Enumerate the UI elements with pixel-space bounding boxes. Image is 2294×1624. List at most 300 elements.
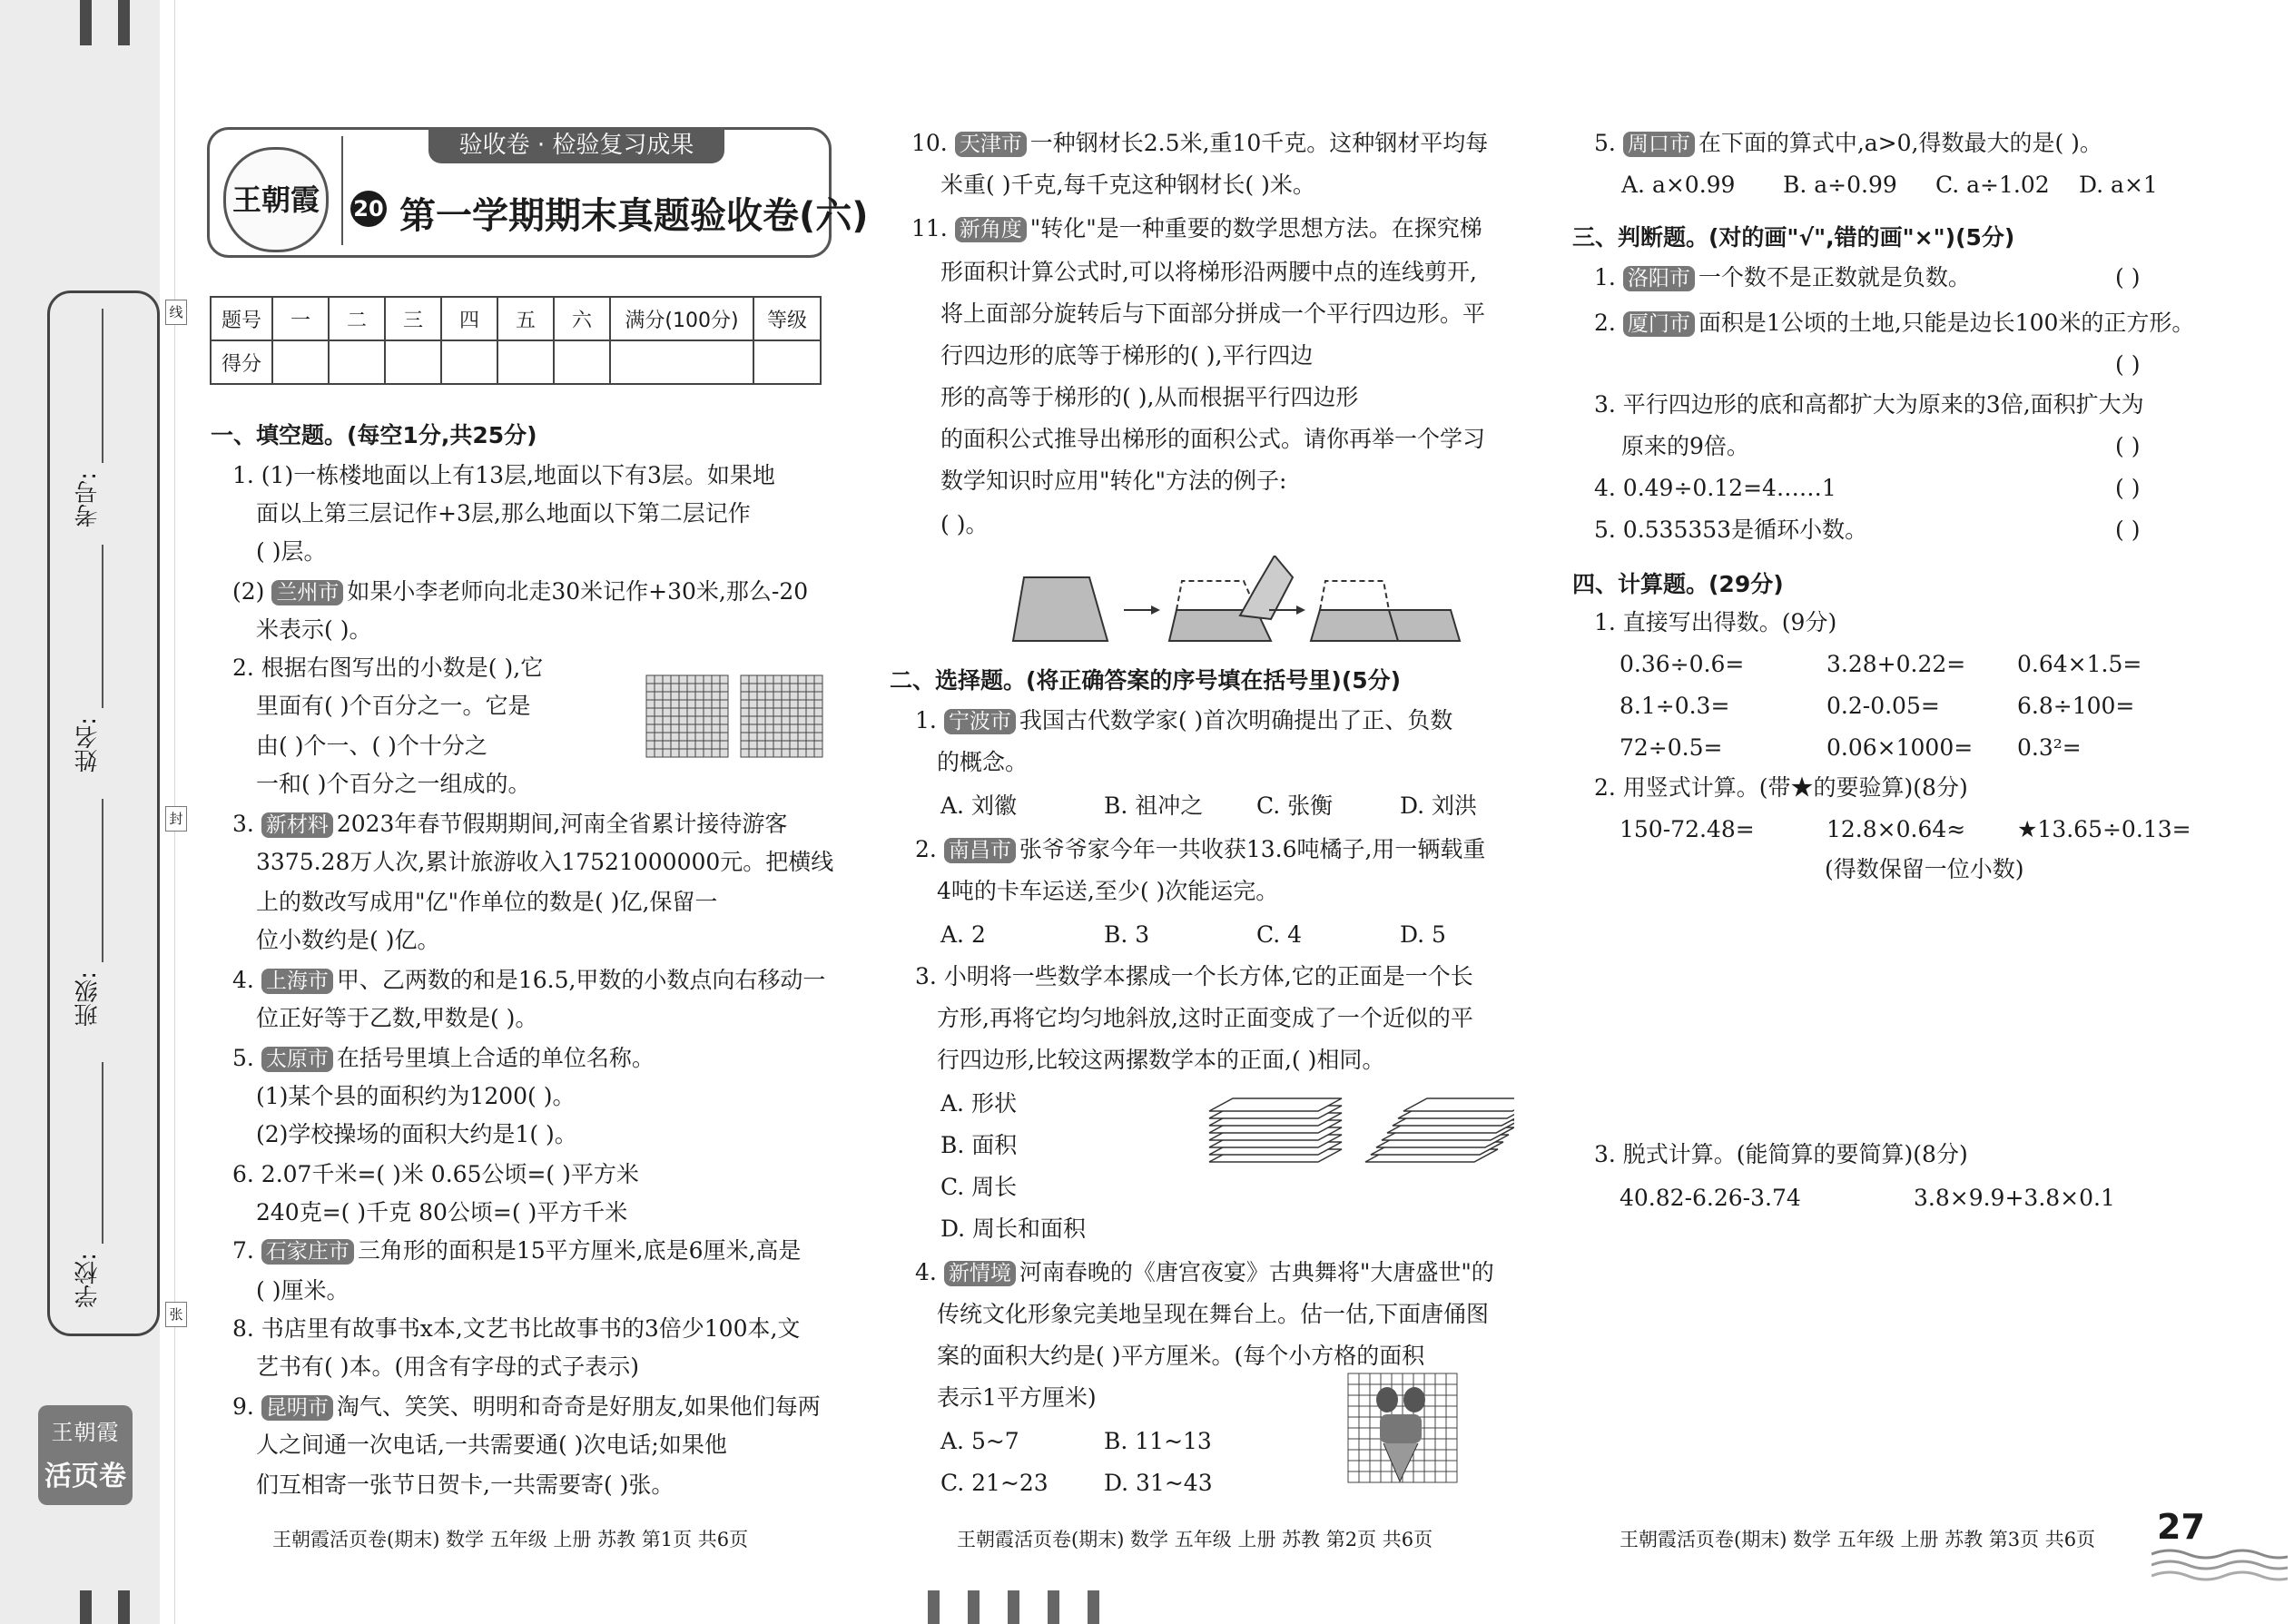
question-text: A. 2 xyxy=(940,921,986,948)
option xyxy=(940,1131,1017,1160)
question-number: 3. xyxy=(232,811,261,837)
score-input[interactable] xyxy=(753,340,821,384)
score-value-row xyxy=(211,340,821,384)
grid-cell xyxy=(1424,1384,1435,1395)
grid-cell xyxy=(1348,1461,1359,1471)
parallelogram-left xyxy=(1311,610,1398,641)
grid-cell xyxy=(679,749,687,757)
calc-item xyxy=(1826,815,1965,844)
grid-cell xyxy=(712,749,720,757)
grid-cell xyxy=(749,700,757,708)
question-line xyxy=(256,692,530,721)
arrow-2-head xyxy=(1296,605,1305,615)
grid-cell xyxy=(663,741,671,749)
grid-cell xyxy=(757,708,765,716)
question-line xyxy=(232,1044,655,1073)
grid-cell xyxy=(646,692,655,700)
score-input[interactable] xyxy=(385,340,441,384)
grid-cell xyxy=(655,700,663,708)
grid-cell xyxy=(671,741,679,749)
question-line xyxy=(915,1258,1494,1287)
grid-cell xyxy=(687,708,695,716)
grid-cell xyxy=(1381,1461,1392,1471)
grid-cell xyxy=(1435,1406,1446,1417)
question-text: 里面有( )个百分之一。它是 xyxy=(256,693,531,719)
header-tag: 验收卷 · 检验复习成果 xyxy=(428,127,724,163)
question-line xyxy=(937,877,1278,906)
exam-number-label: 考号: xyxy=(74,472,102,527)
grid-cell xyxy=(720,708,728,716)
grid-cell xyxy=(1359,1471,1370,1482)
region-tag: 石家庄市 xyxy=(261,1239,354,1265)
question-line xyxy=(232,1236,801,1265)
question-text: 将上面部分旋转后与下面部分拼成一个平行四边形。平 xyxy=(940,300,1486,327)
question-text: 12.8×0.64≈ xyxy=(1826,816,1966,842)
question-text: 形的高等于梯形的( ),从而根据平行四边形 xyxy=(940,384,1359,410)
exam-number-line[interactable] xyxy=(102,309,103,463)
grid-cell xyxy=(765,733,773,741)
question-line xyxy=(1594,516,1867,545)
question-line xyxy=(940,467,1286,496)
question-text: A. 刘徽 xyxy=(940,792,1017,819)
score-cell: 六 xyxy=(554,297,610,340)
question-text: 数学知识时应用"转化"方法的例子: xyxy=(940,468,1287,494)
question-line xyxy=(256,926,439,955)
question-line xyxy=(1594,474,1836,503)
question-text: 8.1÷0.3= xyxy=(1620,693,1730,719)
grid-cell xyxy=(712,692,720,700)
calc-item xyxy=(2017,650,2141,679)
question-text: 72÷0.5= xyxy=(1620,734,1723,761)
grid-cell xyxy=(687,749,695,757)
question-line xyxy=(911,129,1488,158)
straight-stack xyxy=(1209,1098,1342,1162)
score-table xyxy=(210,296,822,385)
question-text: 方形,再将它均匀地斜放,这时正面变成了一个近似的平 xyxy=(937,1005,1473,1031)
grid-cell xyxy=(663,716,671,724)
score-input[interactable] xyxy=(441,340,497,384)
question-line xyxy=(256,770,530,799)
grid-cell xyxy=(773,724,782,733)
top-mark xyxy=(80,0,92,45)
grid-cell xyxy=(1424,1417,1435,1428)
grid-cell xyxy=(1359,1417,1370,1428)
question-line xyxy=(940,425,1485,454)
answer-paren[interactable] xyxy=(2115,474,2140,503)
brand-bottom: 活页卷 xyxy=(44,1461,126,1492)
grid-cell xyxy=(695,692,704,700)
grid-cell xyxy=(1446,1439,1457,1450)
question-line xyxy=(232,1393,821,1422)
question-text: 3375.28万人次,累计旅游收入17521000000元。把横线 xyxy=(256,849,834,875)
question-number: 2. xyxy=(1594,310,1623,336)
grid-cell xyxy=(1348,1417,1359,1428)
question-line xyxy=(232,577,808,606)
grid-cell xyxy=(695,684,704,692)
grid-cell xyxy=(1348,1450,1359,1461)
grid-cell xyxy=(1424,1471,1435,1482)
footer-page-1: 王朝霞活页卷(期末) 数学 五年级 上册 苏教 第1页 共6页 xyxy=(272,1529,749,1550)
question-text: 3.28+0.22= xyxy=(1826,651,1966,677)
question-line xyxy=(232,810,787,839)
grid-cell xyxy=(798,716,806,724)
grid-cell xyxy=(679,733,687,741)
grid-cell xyxy=(765,684,773,692)
grid-cell xyxy=(704,749,712,757)
question-text: 2. 用竖式计算。(带★的要验算)(8分) xyxy=(1594,774,1968,801)
score-input[interactable] xyxy=(554,340,610,384)
question-text: 4. 0.49÷0.12=4……1 xyxy=(1594,475,1836,501)
question-text: 河南春晚的《唐宫夜宴》古典舞将"大唐盛世"的 xyxy=(1019,1259,1494,1285)
grid-cell xyxy=(695,708,704,716)
grid-cell xyxy=(773,684,782,692)
calc-item xyxy=(1914,1184,2115,1213)
grid-cell xyxy=(663,749,671,757)
question-text: ( ) xyxy=(2115,475,2141,501)
grid-cell xyxy=(663,733,671,741)
arrow-1-head xyxy=(1151,605,1160,615)
grid-cell xyxy=(1435,1395,1446,1406)
grid-cell xyxy=(704,708,712,716)
grid-cell xyxy=(1435,1384,1446,1395)
grid-cell xyxy=(695,700,704,708)
score-input[interactable] xyxy=(610,340,753,384)
grid-cell xyxy=(773,700,782,708)
question-text: ( )厘米。 xyxy=(256,1277,350,1304)
grid-cell xyxy=(741,708,749,716)
question-line xyxy=(256,732,487,761)
score-input[interactable] xyxy=(329,340,385,384)
grid-cell xyxy=(687,675,695,684)
question-text: 位正好等于乙数,甲数是( )。 xyxy=(256,1005,538,1031)
footer-page-3: 王朝霞活页卷(期末) 数学 五年级 上册 苏教 第3页 共6页 xyxy=(1620,1529,2096,1550)
grid-cell xyxy=(806,684,814,692)
grid-cell xyxy=(741,716,749,724)
question-line xyxy=(1594,309,2194,338)
grid-cell xyxy=(749,749,757,757)
region-tag: 洛阳市 xyxy=(1623,266,1695,291)
grid-cell xyxy=(1446,1373,1457,1384)
region-tag: 上海市 xyxy=(261,969,333,994)
question-text: 面以上第三层记作+3层,那么地面以下第二层记作 xyxy=(256,500,751,527)
question-text: 3. 脱式计算。(能简算的要简算)(8分) xyxy=(1594,1141,1968,1167)
question-text: ( ) xyxy=(2115,351,2141,378)
question-line xyxy=(940,171,1315,200)
grid-cell xyxy=(1413,1373,1424,1384)
grid-cell xyxy=(773,708,782,716)
grid-cell xyxy=(671,749,679,757)
grid-cell xyxy=(704,741,712,749)
bottom-mark xyxy=(118,1590,130,1624)
region-tag: 新角度 xyxy=(955,217,1027,242)
question-number: 5. xyxy=(1594,130,1623,156)
calc-item xyxy=(1620,1184,1801,1213)
question-text: ( )层。 xyxy=(256,538,327,565)
calc-item xyxy=(1620,692,1729,721)
grid-cell xyxy=(782,684,790,692)
top-mark xyxy=(118,0,130,45)
question-text: 原来的9倍。 xyxy=(1621,433,1749,459)
score-cell: 四 xyxy=(441,297,497,340)
option xyxy=(940,1427,1019,1456)
question-text: D. 31~43 xyxy=(1104,1470,1213,1496)
grid-cell xyxy=(814,692,822,700)
grid-cell xyxy=(663,708,671,716)
score-input[interactable] xyxy=(272,340,329,384)
grid-cell xyxy=(663,724,671,733)
grid-cell xyxy=(806,675,814,684)
question-number: 5. xyxy=(232,1045,261,1071)
grid-cell xyxy=(741,741,749,749)
region-tag: 厦门市 xyxy=(1623,311,1695,337)
question-line xyxy=(940,383,1358,412)
grid-cell xyxy=(1424,1450,1435,1461)
score-cell: 等级 xyxy=(753,297,821,340)
question-line xyxy=(1621,432,1749,461)
option xyxy=(1400,920,1446,950)
grid-cell xyxy=(782,700,790,708)
grid-cell xyxy=(749,708,757,716)
grid-cell xyxy=(679,716,687,724)
grid-cell xyxy=(671,700,679,708)
question-text: 一和( )个百分之一组成的。 xyxy=(256,771,531,797)
grid-cell xyxy=(1446,1461,1457,1471)
calc-item xyxy=(1826,650,1965,679)
grid-cell xyxy=(1370,1417,1381,1428)
question-text: 上的数改写成用"亿"作单位的数是( )亿,保留一 xyxy=(256,889,718,915)
question-text: 艺书有( )本。(用含有字母的式子表示) xyxy=(256,1353,639,1380)
grid-cell xyxy=(646,684,655,692)
question-line xyxy=(256,1120,577,1149)
grid-cell xyxy=(1403,1373,1413,1384)
grid-cell xyxy=(1435,1471,1446,1482)
grid-cell xyxy=(1359,1395,1370,1406)
option xyxy=(1621,171,1735,200)
grid-cell xyxy=(1348,1395,1359,1406)
question-line xyxy=(256,1004,537,1033)
question-text: ( ) xyxy=(2115,517,2141,543)
question-text: B. 面积 xyxy=(940,1132,1018,1158)
grid-cell xyxy=(773,741,782,749)
grid-cell xyxy=(720,724,728,733)
grid-cell xyxy=(679,708,687,716)
answer-paren[interactable] xyxy=(2115,432,2140,461)
question-text: 们互相寄一张节日贺卡,一共需要寄( )张。 xyxy=(256,1471,674,1498)
score-cell: 满分(100分) xyxy=(610,297,753,340)
question-text: 张爷爷家今年一共收获13.6吨橘子,用一辆载重 xyxy=(1019,836,1486,862)
option xyxy=(1104,1469,1213,1498)
question-text: D. a×1 xyxy=(2079,172,2158,198)
grid-cell xyxy=(765,749,773,757)
grid-cell xyxy=(798,749,806,757)
answer-paren[interactable] xyxy=(2115,263,2140,292)
question-text: 2023年春节假期期间,河南全省累计接待游客 xyxy=(336,811,788,837)
grid-cell xyxy=(687,692,695,700)
header-divider xyxy=(341,136,343,245)
grid-cell xyxy=(720,716,728,724)
brand-top: 王朝霞 xyxy=(51,1420,120,1445)
question-number: (2) xyxy=(232,578,272,605)
section-multiple-choice: 二、选择题。(将正确答案的序号填在括号里)(5分) xyxy=(890,667,1402,694)
question-line xyxy=(940,341,1313,370)
grid-cell xyxy=(1435,1428,1446,1439)
grid-cell xyxy=(773,716,782,724)
grid-cell xyxy=(646,733,655,741)
grid-cell xyxy=(806,724,814,733)
question-text: A. 5~7 xyxy=(940,1428,1019,1454)
question-line xyxy=(256,1431,727,1460)
grid-cell xyxy=(1359,1428,1370,1439)
grid-cell xyxy=(671,733,679,741)
grid-cell xyxy=(704,700,712,708)
grid-cell xyxy=(687,684,695,692)
grid-cell xyxy=(806,733,814,741)
grid-cell xyxy=(704,733,712,741)
grid-cell xyxy=(646,741,655,749)
bottom-mark xyxy=(1088,1590,1099,1624)
grid-cell xyxy=(782,708,790,716)
figure-body xyxy=(1380,1414,1422,1443)
grid-cell xyxy=(663,700,671,708)
score-header-row xyxy=(211,297,821,340)
question-line xyxy=(937,748,1028,777)
grid-cell xyxy=(790,684,798,692)
question-text: 8. 书店里有故事书x本,文艺书比故事书的3倍少100本,文 xyxy=(232,1315,801,1342)
grid-cell xyxy=(655,733,663,741)
question-number: 4. xyxy=(915,1259,944,1285)
grid-cell xyxy=(782,733,790,741)
question-line xyxy=(911,214,1482,243)
grid-cell xyxy=(765,716,773,724)
section-calculation: 四、计算题。(29分) xyxy=(1572,571,1784,597)
paper-title: 第一学期期末真题验收卷(六) xyxy=(399,195,869,237)
school-line[interactable] xyxy=(102,1062,103,1244)
name-line[interactable] xyxy=(102,545,103,708)
grid-cell xyxy=(1413,1450,1424,1461)
question-line xyxy=(915,706,1452,735)
grid-cell xyxy=(814,749,822,757)
grid-cell xyxy=(646,675,655,684)
grid-cell xyxy=(773,749,782,757)
grid-cell xyxy=(655,724,663,733)
grid-cell xyxy=(757,741,765,749)
question-text: C. 21~23 xyxy=(940,1470,1049,1496)
question-text: 在括号里填上合适的单位名称。 xyxy=(336,1045,655,1071)
question-line xyxy=(937,1046,1384,1075)
question-text: 三角形的面积是15平方厘米,底是6厘米,高是 xyxy=(357,1237,802,1264)
question-line xyxy=(256,1471,674,1500)
question-line xyxy=(256,888,717,917)
question-line xyxy=(915,835,1485,864)
parallelogram-right xyxy=(1389,610,1460,641)
grid-cell xyxy=(1370,1428,1381,1439)
question-text: 由( )个一、( )个十分之 xyxy=(256,733,487,759)
question-text: D. 刘洪 xyxy=(1400,792,1478,819)
question-line xyxy=(232,966,825,995)
tang-figurine-grid xyxy=(1347,1373,1458,1492)
calc-item xyxy=(1620,650,1744,679)
question-text: ( )。 xyxy=(940,511,989,537)
grid-cell xyxy=(806,716,814,724)
grid-cell xyxy=(679,692,687,700)
question-text: 人之间通一次电话,一共需要通( )次电话;如果他 xyxy=(256,1432,727,1458)
question-text: C. 4 xyxy=(1256,921,1303,948)
question-text: 行四边形,比较这两摞数学本的正面,( )相同。 xyxy=(937,1047,1385,1073)
grid-cell xyxy=(757,692,765,700)
grid-cell xyxy=(798,733,806,741)
grid-cell xyxy=(1370,1439,1381,1450)
calc-item xyxy=(2017,815,2191,844)
grid-cell xyxy=(741,749,749,757)
question-text: ★13.65÷0.13= xyxy=(2017,816,2191,842)
seal-mark: 线 xyxy=(165,300,187,325)
grid-cell xyxy=(814,724,822,733)
grid-cell xyxy=(741,733,749,741)
grid-cell xyxy=(655,692,663,700)
grid-cell xyxy=(704,724,712,733)
grid-cell xyxy=(720,692,728,700)
brand-logo xyxy=(38,1405,133,1505)
score-cell: 五 xyxy=(497,297,554,340)
region-tag: 太原市 xyxy=(261,1047,333,1072)
question-line xyxy=(256,1276,349,1305)
grid-cell xyxy=(712,741,720,749)
question-number: 7. xyxy=(232,1237,261,1264)
question-text: (1)某个县的面积约为1200( )。 xyxy=(256,1083,576,1109)
question-line xyxy=(940,300,1485,329)
school-label: 学校: xyxy=(74,1253,102,1308)
answer-paren[interactable] xyxy=(2115,516,2140,545)
grid-cell xyxy=(695,749,704,757)
grid-cell xyxy=(695,675,704,684)
grid-cell xyxy=(1435,1461,1446,1471)
grid-cell xyxy=(790,675,798,684)
question-text: "转化"是一种重要的数学思想方法。在探究梯 xyxy=(1029,215,1482,241)
grid-cell xyxy=(1348,1406,1359,1417)
question-text: 40.82-6.26-3.74 xyxy=(1620,1185,1801,1211)
grid-cell xyxy=(646,708,655,716)
question-text: 淘气、笑笑、明明和奇奇是好朋友,如果他们每两 xyxy=(336,1393,821,1420)
question-text: 5. 0.535353是循环小数。 xyxy=(1594,517,1868,543)
question-text: 0.3²= xyxy=(2017,734,2082,761)
grid-cell xyxy=(1424,1439,1435,1450)
grid-cell xyxy=(806,708,814,716)
student-info-box xyxy=(47,290,160,1336)
grid-cell xyxy=(814,700,822,708)
grid-cell xyxy=(646,700,655,708)
region-tag: 新材料 xyxy=(261,812,333,838)
grid-cell xyxy=(765,724,773,733)
question-text: 0.06×1000= xyxy=(1826,734,1974,761)
grid-cell xyxy=(646,724,655,733)
grid-cell xyxy=(1392,1373,1403,1384)
grid-cell xyxy=(741,724,749,733)
grid-cell xyxy=(741,692,749,700)
grid-cell xyxy=(712,675,720,684)
grid-cell xyxy=(695,733,704,741)
grid-cell xyxy=(687,724,695,733)
question-line xyxy=(256,1082,576,1111)
question-number: 9. xyxy=(232,1393,261,1420)
grid-cell xyxy=(757,749,765,757)
score-input[interactable] xyxy=(497,340,554,384)
grid-cell xyxy=(798,692,806,700)
grid-cell xyxy=(749,741,757,749)
answer-paren[interactable] xyxy=(2115,350,2140,379)
region-tag: 兰州市 xyxy=(271,580,343,605)
calc-item xyxy=(1826,733,1973,763)
class-line[interactable] xyxy=(102,799,103,962)
